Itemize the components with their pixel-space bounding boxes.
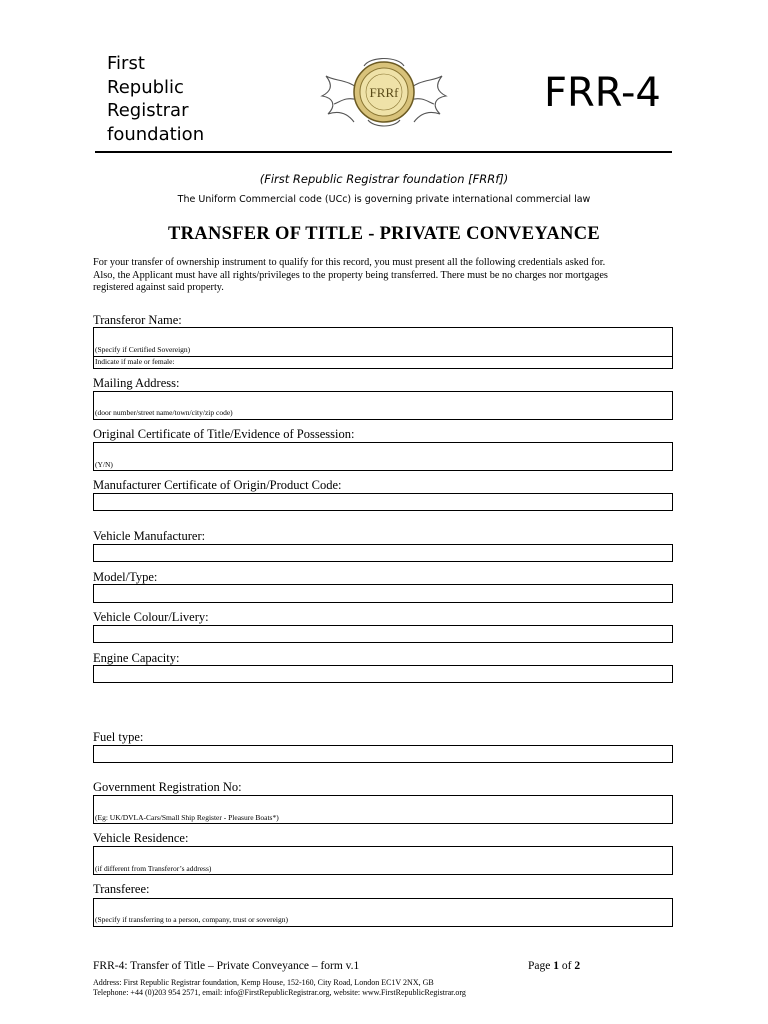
transferor-name-label: Transferor Name: [93, 313, 182, 327]
page-number [528, 960, 580, 972]
intro-line: For your transfer of ownership instrument to qualify for this record, you must present all the following credentials asked for. [93, 257, 606, 268]
org-name-line: Registrar [107, 100, 189, 121]
header-divider [95, 151, 672, 153]
transferor-gender-field[interactable] [93, 356, 673, 369]
ucc-statement: The Uniform Commercial code (UCc) is governing private international commercial law [177, 194, 591, 205]
page-word: Page [528, 960, 551, 972]
original-certificate-label: Original Certificate of Title/Evidence of Possession: [93, 427, 355, 441]
footer-form-title: FRR-4: Transfer of Title – Private Conveyance – form v.1 [93, 960, 360, 972]
transferee-label: Transferee: [93, 882, 150, 896]
engine-capacity-field[interactable] [93, 665, 673, 683]
mailing-address-hint: (door number/street name/town/city/zip code) [95, 408, 233, 417]
document-title: TRANSFER OF TITLE - PRIVATE CONVEYANCE [167, 224, 600, 244]
vehicle-residence-hint: (if different from Transferor’s address) [95, 864, 212, 873]
transferee-hint: (Specify if transferring to a person, company, trust or sovereign) [95, 915, 288, 924]
engine-capacity-label: Engine Capacity: [93, 651, 180, 665]
manufacturer-certificate-label: Manufacturer Certificate of Origin/Product Code: [93, 478, 342, 492]
frrf-seal-logo [318, 52, 450, 132]
vehicle-manufacturer-field[interactable] [93, 544, 673, 562]
transferor-gender-hint: Indicate if male or female: [95, 357, 175, 366]
intro-line: Also, the Applicant must have all rights/privileges to the property being transferred. There must be no charges nor mortgages [93, 269, 608, 281]
vehicle-manufacturer-label: Vehicle Manufacturer: [93, 529, 206, 543]
fuel-type-field[interactable] [93, 745, 673, 763]
government-registration-label: Government Registration No: [93, 780, 242, 794]
model-type-field[interactable] [93, 584, 673, 603]
vehicle-colour-field[interactable] [93, 625, 673, 643]
intro-line: registered against said property. [93, 282, 224, 294]
vehicle-residence-label: Vehicle Residence: [93, 831, 189, 845]
fuel-type-label: Fuel type: [93, 730, 144, 744]
mailing-address-label: Mailing Address: [93, 376, 180, 390]
vehicle-colour-label: Vehicle Colour/Livery: [93, 610, 209, 624]
page-total: 2 [574, 960, 581, 972]
subtitle: (First Republic Registrar foundation [FRRf]) [259, 172, 509, 186]
original-certificate-hint: (Y/N) [95, 460, 113, 469]
form-code: FRR-4 [544, 70, 661, 116]
page-of: of [561, 960, 572, 972]
page-current: 1 [553, 960, 559, 972]
organization-name [107, 52, 204, 146]
footer-contact-line: Telephone: +44 (0)203 954 2571, email: info@FirstRepublicRegistrar.org, website: www.FirstRepublicRegistrar.org [93, 987, 466, 997]
transferor-name-hint: (Specify if Certified Sovereign) [95, 345, 191, 354]
intro-paragraph [93, 257, 683, 295]
footer-address [93, 978, 466, 997]
logo-text: FRRf [369, 85, 399, 100]
org-name-line: First [107, 53, 145, 74]
footer-address-line: Address: First Republic Registrar foundation, Kemp House, 152-160, City Road, London EC1V 2NX, GB [93, 978, 434, 987]
org-name-line: Republic [107, 76, 184, 98]
model-type-label: Model/Type: [93, 570, 158, 584]
government-registration-hint: (Eg: UK/DVLA-Cars/Small Ship Register - Pleasure Boats*) [95, 813, 279, 822]
manufacturer-certificate-field[interactable] [93, 493, 673, 511]
original-certificate-field[interactable] [93, 442, 673, 471]
org-name-line: foundation [107, 123, 205, 145]
